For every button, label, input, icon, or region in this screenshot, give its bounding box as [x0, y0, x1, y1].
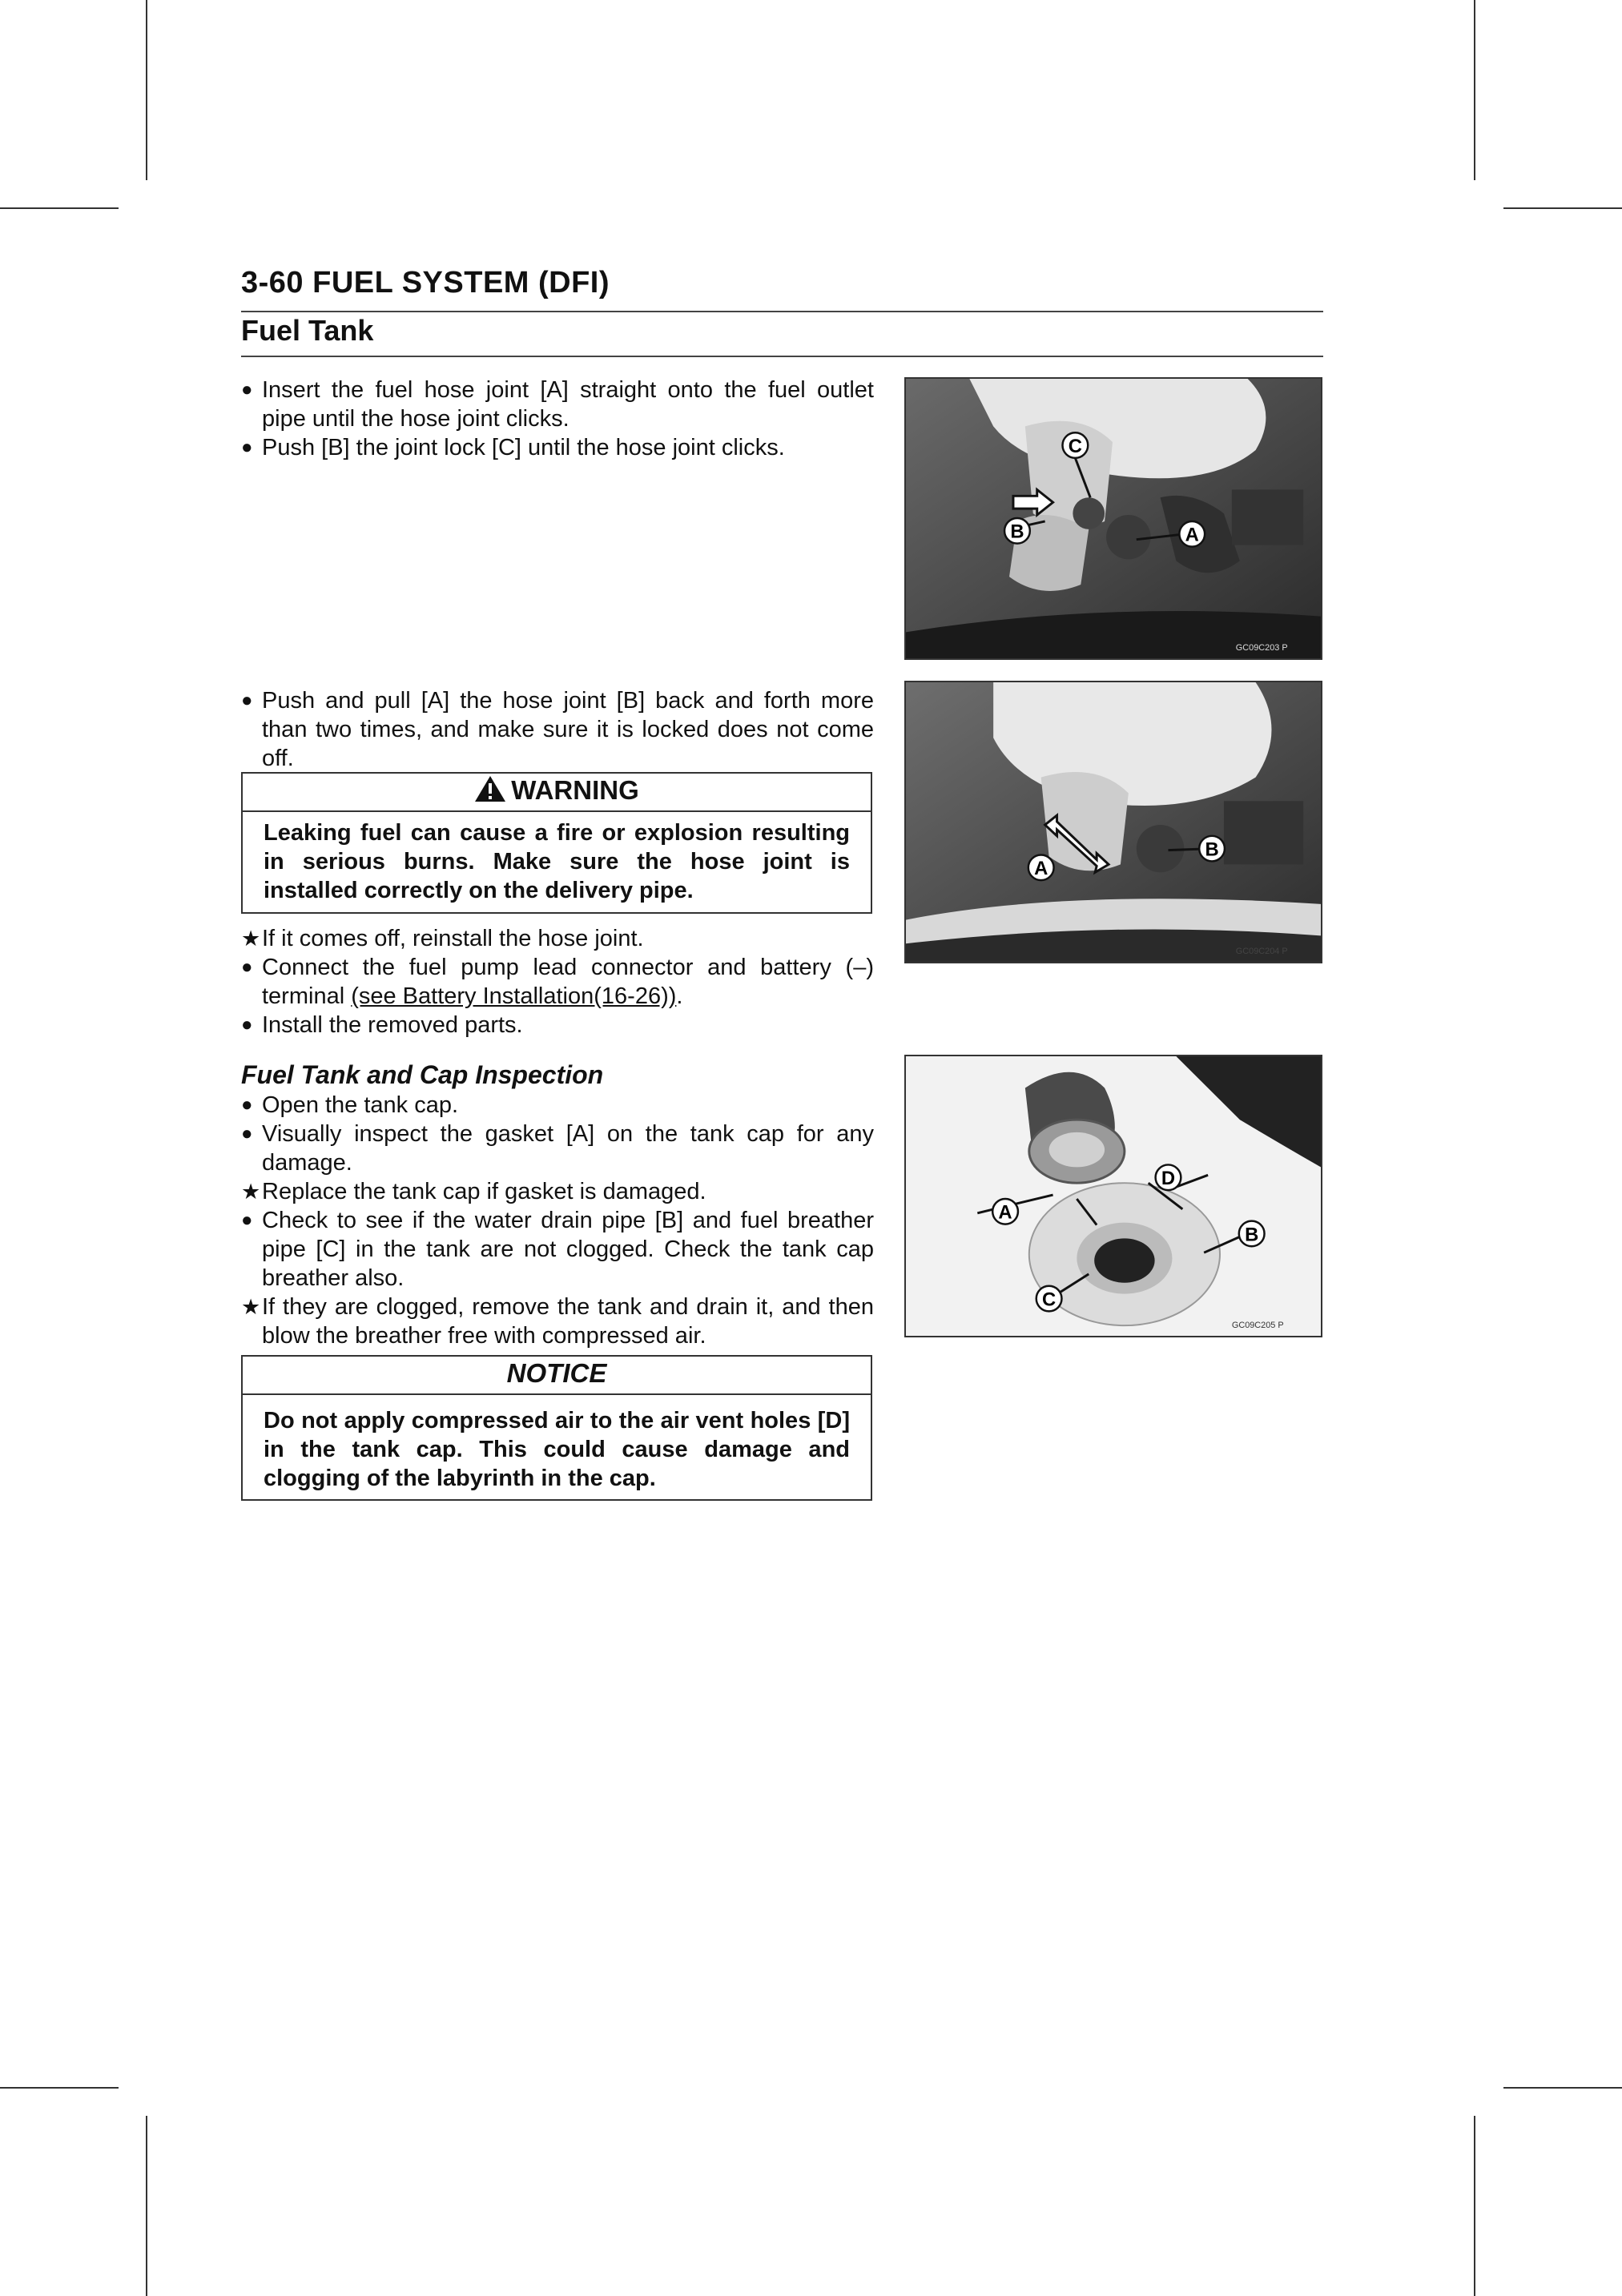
item-text: If they are clogged, remove the tank and drain it, and then blow the breather free with compressed air. — [262, 1294, 874, 1349]
bullet-marker: ● — [241, 1209, 253, 1231]
crop-mark — [146, 0, 147, 180]
callout-label: C — [1068, 435, 1082, 457]
crop-mark — [1474, 0, 1475, 180]
photo-code: GC09C204 P — [1235, 947, 1288, 957]
list-item — [241, 376, 874, 433]
callout-label: B — [1010, 521, 1024, 543]
bullet-marker: ● — [241, 1014, 253, 1035]
warning-text: Leaking fuel can cause a fire or explosion resulting in serious burns. Make sure the hose joint is installed correctly on the delivery pipe. — [264, 820, 850, 903]
photo-hose-joint-lock — [904, 377, 1322, 660]
list-item — [241, 924, 874, 953]
list-item — [241, 1177, 874, 1206]
warning-header — [243, 774, 871, 812]
battery-installation-link[interactable]: (see Battery Installation(16-26)) — [351, 983, 677, 1009]
notice-header — [243, 1357, 871, 1395]
warning-title: WARNING — [511, 775, 639, 805]
bullet-marker: ● — [241, 690, 253, 711]
crop-mark — [146, 2116, 147, 2296]
list-item — [241, 1011, 874, 1039]
item-text: Replace the tank cap if gasket is damaged. — [262, 1179, 706, 1204]
item-text: If it comes off, reinstall the hose joint. — [262, 926, 644, 951]
list-item — [241, 1293, 874, 1350]
list-item — [241, 686, 874, 773]
block-push-pull — [241, 686, 874, 773]
warning-triangle-icon — [474, 775, 506, 810]
callout-label: B — [1205, 838, 1219, 861]
crop-mark — [0, 2087, 119, 2089]
list-item — [241, 1120, 874, 1177]
page-title: 3-60 FUEL SYSTEM (DFI) — [241, 266, 610, 300]
item-text: Install the removed parts. — [262, 1012, 523, 1038]
photo-code: GC09C203 P — [1235, 643, 1288, 653]
photo-hose-joint-check — [904, 681, 1322, 963]
callout-label: A — [1034, 858, 1048, 880]
callout-label: B — [1245, 1224, 1259, 1246]
crop-mark — [1503, 2087, 1622, 2089]
list-item — [241, 1091, 874, 1120]
list-item — [241, 433, 874, 462]
block-hose-joint-install — [241, 376, 874, 462]
star-marker: ★ — [241, 1295, 261, 1319]
notice-box — [241, 1355, 872, 1501]
notice-text: Do not apply compressed air to the air vent holes [D] in the tank cap. This could cause damage and clogging of the labyrinth in the cap. — [264, 1408, 850, 1491]
item-text: Open the tank cap. — [262, 1092, 459, 1118]
photo-tank-cap — [904, 1055, 1322, 1337]
list-item — [241, 953, 874, 1011]
item-text: Push [B] the joint lock [C] until the hose joint clicks. — [262, 435, 785, 460]
list-item — [241, 1206, 874, 1293]
block-inspection — [241, 1054, 874, 1350]
item-text: Check to see if the water drain pipe [B] and fuel breather pipe [C] in the tank are not clogged. Check the tank cap breather also. — [262, 1208, 874, 1291]
section-title: Fuel Tank — [241, 314, 374, 347]
callout-label: A — [998, 1201, 1012, 1224]
item-text: Connect the fuel pump lead connector and battery (–) terminal — [262, 955, 874, 1009]
star-marker: ★ — [241, 927, 261, 951]
bullet-marker: ● — [241, 956, 253, 978]
callout-label: A — [1185, 524, 1199, 546]
header-rule — [241, 311, 1323, 312]
item-text: Insert the fuel hose joint [A] straight onto the fuel outlet pipe until the hose joint clicks. — [262, 377, 874, 432]
notice-title: NOTICE — [506, 1358, 607, 1388]
warning-box — [241, 772, 872, 914]
section-rule — [241, 356, 1323, 357]
item-text: Push and pull [A] the hose joint [B] back and forth more than two times, and make sure it is locked does not come off. — [262, 688, 874, 771]
callout-label: C — [1042, 1289, 1057, 1311]
bullet-marker: ● — [241, 1094, 253, 1116]
crop-mark — [1474, 2116, 1475, 2296]
item-text: Visually inspect the gasket [A] on the tank cap for any damage. — [262, 1121, 874, 1176]
bullet-marker: ● — [241, 436, 253, 458]
callout-label: D — [1161, 1168, 1176, 1190]
star-marker: ★ — [241, 1180, 261, 1204]
bullet-marker: ● — [241, 1123, 253, 1144]
bullet-marker: ● — [241, 379, 253, 400]
item-text-tail: . — [676, 983, 683, 1009]
crop-mark — [1503, 207, 1622, 209]
block-reinstall — [241, 924, 874, 1039]
crop-mark — [0, 207, 119, 209]
subsection-title: Fuel Tank and Cap Inspection — [241, 1060, 604, 1089]
photo-code: GC09C205 P — [1231, 1321, 1284, 1331]
